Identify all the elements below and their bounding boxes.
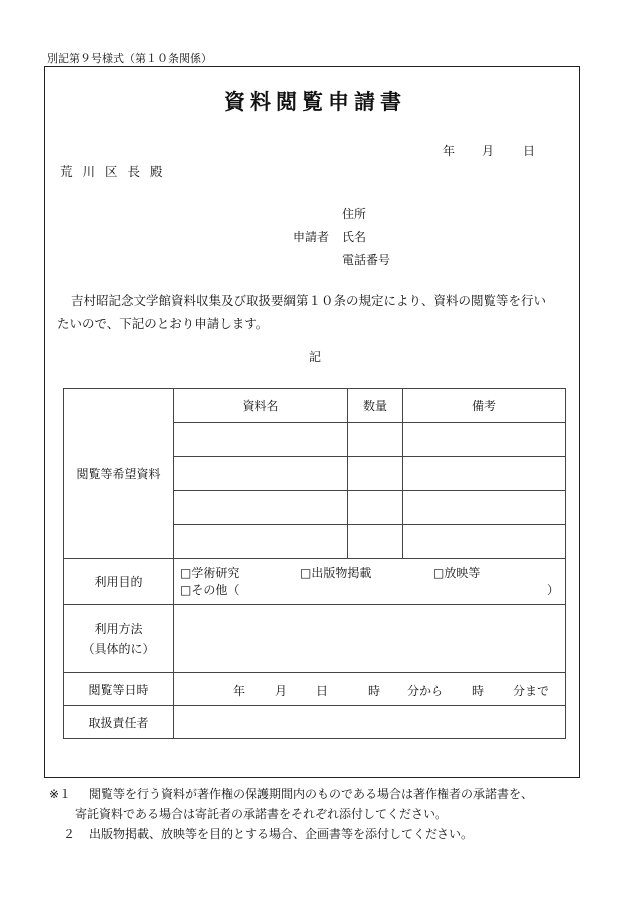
col-header-name: 資料名 [174, 389, 348, 423]
address-label: 住所 [342, 207, 367, 221]
purpose-options [174, 559, 566, 605]
material-remarks-cell[interactable] [403, 491, 566, 525]
handler-label: 取扱責任者 [64, 706, 174, 739]
note1-line1: 閲覧等を行う資料が著作権の保護期間内のものである場合は著作権者の承諾書を、 [89, 787, 534, 801]
checkbox-academic[interactable]: □学術研究 [180, 565, 240, 580]
datetime-hour-from: 時 [368, 684, 381, 698]
col-header-remarks: 備考 [403, 389, 566, 423]
table-row [64, 559, 566, 605]
table-row [64, 389, 566, 423]
date-day: 日 [523, 144, 536, 158]
material-qty-cell[interactable] [348, 457, 403, 491]
ki-heading: 記 [309, 350, 322, 364]
date-month: 月 [482, 144, 495, 158]
col-header-qty: 数量 [348, 389, 403, 423]
table-row [64, 706, 566, 739]
checkbox-broadcast[interactable]: □放映等 [433, 565, 481, 580]
datetime-input[interactable] [174, 673, 566, 706]
note1-marker: ※１ [49, 787, 72, 801]
applicant-prefix: 申請者 [293, 230, 330, 244]
material-remarks-cell[interactable] [403, 457, 566, 491]
purpose-label: 利用目的 [64, 559, 174, 605]
checkbox-publication[interactable]: □出版物掲載 [300, 565, 372, 580]
material-remarks-cell[interactable] [403, 525, 566, 559]
handler-input[interactable] [174, 706, 566, 739]
note1-line2: 寄託資料である場合は寄託者の承諾書をそれぞれ添付してください。 [75, 807, 448, 821]
datetime-day: 日 [316, 684, 329, 698]
materials-label: 閲覧等希望資料 [64, 389, 174, 559]
body-text-line1: 吉村昭記念文学館資料収集及び取扱要綱第１０条の規定により、資料の閲覧等を行い [71, 293, 547, 308]
page-title: 資料閲覧申請書 [224, 89, 406, 114]
other-close-paren: ） [546, 582, 559, 597]
datetime-label: 閲覧等日時 [64, 673, 174, 706]
method-label-line2: （具体的に） [82, 641, 155, 656]
note2-text: 出版物掲載、放映等を目的とする場合、企画書等を添付してください。 [89, 827, 474, 841]
form-label: 別記第９号様式（第１０条関係） [47, 52, 212, 65]
datetime-from: 分から [407, 684, 444, 698]
date-year: 年 [443, 144, 456, 158]
material-remarks-cell[interactable] [403, 423, 566, 457]
material-name-cell[interactable] [174, 457, 348, 491]
material-name-cell[interactable] [174, 491, 348, 525]
datetime-month: 月 [275, 684, 288, 698]
datetime-year: 年 [233, 684, 246, 698]
method-label-line1: 利用方法 [94, 621, 143, 636]
name-label: 氏名 [342, 230, 367, 244]
datetime-hour-until: 時 [472, 684, 485, 698]
material-qty-cell[interactable] [348, 423, 403, 457]
phone-label: 電話番号 [342, 253, 391, 267]
method-label [64, 605, 174, 673]
table-row [64, 605, 566, 673]
addressee: 荒川区長殿 [60, 164, 173, 179]
material-qty-cell[interactable] [348, 525, 403, 559]
request-table [63, 388, 566, 739]
method-input[interactable] [174, 605, 566, 673]
note2-marker: ２ [63, 827, 76, 841]
material-name-cell[interactable] [174, 423, 348, 457]
table-row [64, 673, 566, 706]
checkbox-other[interactable]: □その他（ [180, 582, 240, 597]
material-qty-cell[interactable] [348, 491, 403, 525]
body-text-line2: たいので、下記のとおり申請します。 [57, 316, 269, 331]
material-name-cell[interactable] [174, 525, 348, 559]
datetime-until: 分まで [513, 684, 550, 698]
